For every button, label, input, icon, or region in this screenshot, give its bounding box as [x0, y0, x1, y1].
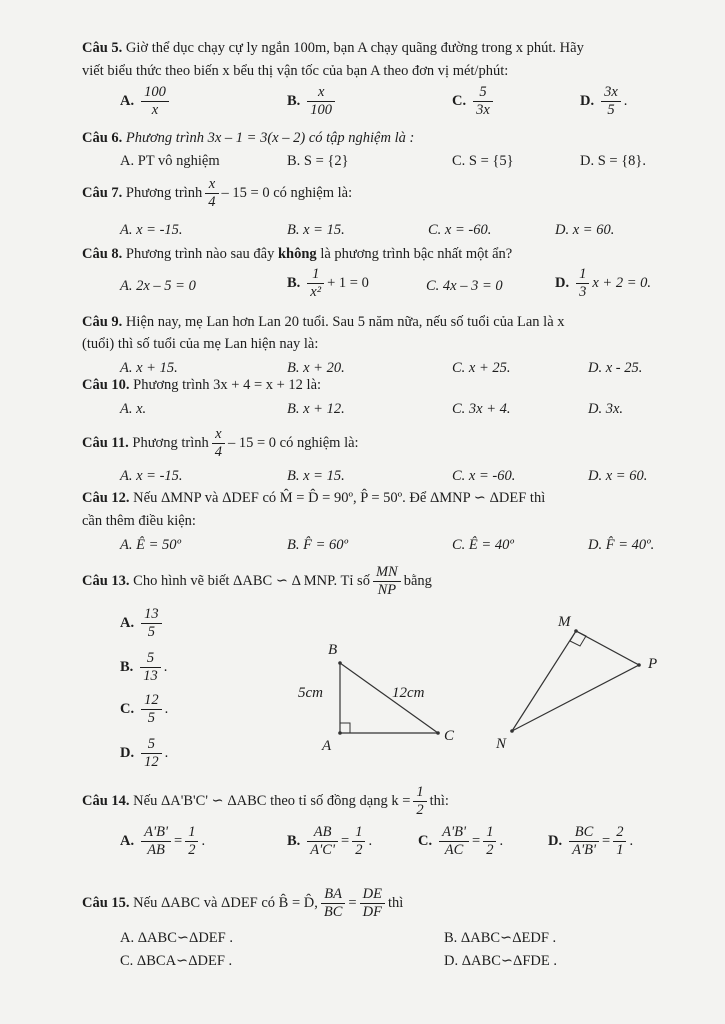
triangle-abc	[298, 642, 455, 754]
q6-text: Phương trình 3x – 1 = 3(x – 2) có tập nghiệm là :	[125, 130, 415, 146]
q15-option-d: D. ΔABC∽ΔFDE .	[444, 953, 557, 969]
q7-option-c: C. x = -60.	[428, 222, 492, 238]
q8-option-c: C. 4x – 3 = 0	[426, 278, 503, 294]
q6-line	[82, 130, 414, 147]
q5-option-d: D. $\frac{3x}{5}$ .	[580, 84, 628, 118]
q12-line1: Câu 12. Nếu ΔMNP và ΔDEF có M̂ = D̂ = 90º, P̂ = 50º. Để ΔMNP ∽ ΔDEF thì	[82, 490, 546, 506]
q15-option-b: B. ΔABC∽ΔEDF .	[444, 930, 557, 946]
q14-option-d: D. $\frac{BC}{A'B'}$ = $\frac{2}{1}$ .	[548, 824, 634, 858]
q10-line: Câu 10. Phương trình 3x + 4 = x + 12 là:	[82, 377, 322, 393]
vertex-a-label: A	[322, 738, 332, 754]
q11-option-c: C. x = -60.	[452, 468, 516, 484]
q9-option-d: D. x - 25.	[588, 360, 643, 376]
q9-line2: (tuổi) thì số tuổi của mẹ Lan hiện nay là:	[82, 336, 319, 352]
q13-label: Câu 13.	[82, 572, 130, 589]
q13-line: Câu 13. Cho hình vẽ biết ΔABC ∽ Δ MNP. Tỉ số $\frac{MN}{NP}$ bằng	[82, 564, 432, 598]
side-ab-label: 5cm	[298, 685, 323, 701]
q6-option-a: A. PT vô nghiệm	[120, 153, 220, 169]
q10-option-b: B. x + 12.	[287, 401, 345, 417]
q13-figure	[290, 610, 680, 760]
q9-line1: Câu 9. Hiện nay, mẹ Lan hơn Lan 20 tuổi. Sau 5 năm nữa, nếu số tuổi của Lan là x	[82, 314, 565, 330]
q8-option-a: A. 2x – 5 = 0	[120, 278, 196, 294]
q8-option-d: D. $\frac{1}{3}$ x + 2 = 0.	[555, 266, 651, 300]
side-bc-label: 12cm	[392, 685, 425, 701]
q10-option-c: C. 3x + 4.	[452, 401, 511, 417]
q5-label: Câu 5.	[82, 40, 123, 56]
q14-option-b: B. $\frac{AB}{A'C'}$ = $\frac{1}{2}$ .	[287, 824, 373, 858]
q10-option-d: D. 3x.	[588, 401, 624, 417]
q13-option-d: D. $\frac{5}{12}$ .	[120, 736, 169, 770]
q14-label: Câu 14.	[82, 792, 130, 809]
q12-option-d: D. F̂ = 40º.	[588, 537, 655, 553]
vertex-c-label: C	[444, 728, 455, 744]
q9-option-c: C. x + 25.	[452, 360, 511, 376]
q7-option-b: B. x = 15.	[287, 222, 345, 238]
q8-option-b: B. $\frac{1}{\text{x²}}$ + 1 = 0	[287, 266, 369, 300]
q11-option-a: A. x = -15.	[120, 468, 183, 484]
q6-option-d: D. S = {8}.	[580, 153, 647, 169]
q8-label: Câu 8.	[82, 246, 123, 262]
vertex-b-label: B	[328, 642, 338, 658]
q9-option-b: B. x + 20.	[287, 360, 345, 376]
q7-label: Câu 7.	[82, 184, 123, 201]
q5-option-a: A. $\frac{100}{x}$	[120, 84, 172, 119]
q12-option-b: B. F̂ = 60º	[287, 537, 348, 553]
q14-line: Câu 14. Nếu ΔA'B'C' ∽ ΔABC theo tỉ số đồng dạng k = $\frac{1}{2}$ thì:	[82, 784, 449, 818]
q11-line: Câu 11. Phương trình $\frac{x}{4}$ – 15 = 0 có nghiệm là:	[82, 426, 359, 460]
q14-option-a: A. $\frac{A'B'}{AB}$ = $\frac{1}{2}$ .	[120, 824, 206, 858]
q11-label: Câu 11.	[82, 434, 129, 451]
q15-option-c: C. ΔBCA∽ΔDEF .	[120, 953, 233, 969]
q11-option-d: D. x = 60.	[588, 468, 648, 484]
q5-line1	[82, 40, 584, 57]
q15-line: Câu 15. Nếu ΔABC và ΔDEF có B̂ = D̂, $\frac{BA}{BC}$ = $\frac{DE}{DF}$ thì	[82, 886, 404, 920]
q14-option-c: C. $\frac{A'B'}{AC}$ = $\frac{1}{2}$ .	[418, 824, 504, 858]
q5-text1: Giờ thể dục chạy cự ly ngắn 100m, bạn A chạy quãng đường trong x phút. Hãy	[125, 40, 584, 56]
vertex-p-label: P	[648, 656, 658, 672]
q12-option-a: A. Ê = 50º	[120, 537, 181, 553]
q15-option-a: A. ΔABC∽ΔDEF .	[120, 930, 233, 946]
vertex-m-label: M	[558, 614, 571, 630]
q10-label: Câu 10.	[82, 377, 130, 393]
vertex-n-label: N	[496, 736, 507, 752]
q7-line: Câu 7. Phương trình $\frac{x}{4}$ – 15 = 0 có nghiệm là:	[82, 176, 353, 210]
q15-label: Câu 15.	[82, 894, 130, 911]
triangle-mnp	[495, 614, 657, 752]
q6-option-b: B. S = {2}	[287, 153, 349, 169]
q13-option-b: B. $\frac{5}{13}$ .	[120, 650, 168, 684]
q7-option-d: D. x = 60.	[555, 222, 615, 238]
q5-option-c: C. $\frac{5}{3x}$	[452, 84, 496, 119]
q12-line2: cần thêm điều kiện:	[82, 513, 196, 529]
q8-line: Câu 8. Phương trình nào sau đây không là phương trình bậc nhất một ẩn?	[82, 246, 513, 262]
q6-option-c: C. S = {5}	[452, 153, 514, 169]
q7-option-a: A. x = -15.	[120, 222, 183, 238]
q13-option-c: C. $\frac{12}{5}$ .	[120, 692, 169, 726]
q12-option-c: C. Ê = 40º	[452, 537, 514, 553]
q5-option-b: B. $\frac{x}{100}$	[287, 84, 338, 119]
q13-option-a: A. $\frac{13}{5}$	[120, 606, 165, 641]
q5-line2: viết biểu thức theo biến x bểu thị vận tốc của bạn A theo đơn vị mét/phút:	[82, 63, 509, 79]
q12-label: Câu 12.	[82, 490, 130, 506]
q9-label: Câu 9.	[82, 314, 123, 330]
q6-label: Câu 6.	[82, 130, 123, 146]
q9-option-a: A. x + 15.	[120, 360, 178, 376]
q10-option-a: A. x.	[120, 401, 147, 417]
q11-option-b: B. x = 15.	[287, 468, 345, 484]
